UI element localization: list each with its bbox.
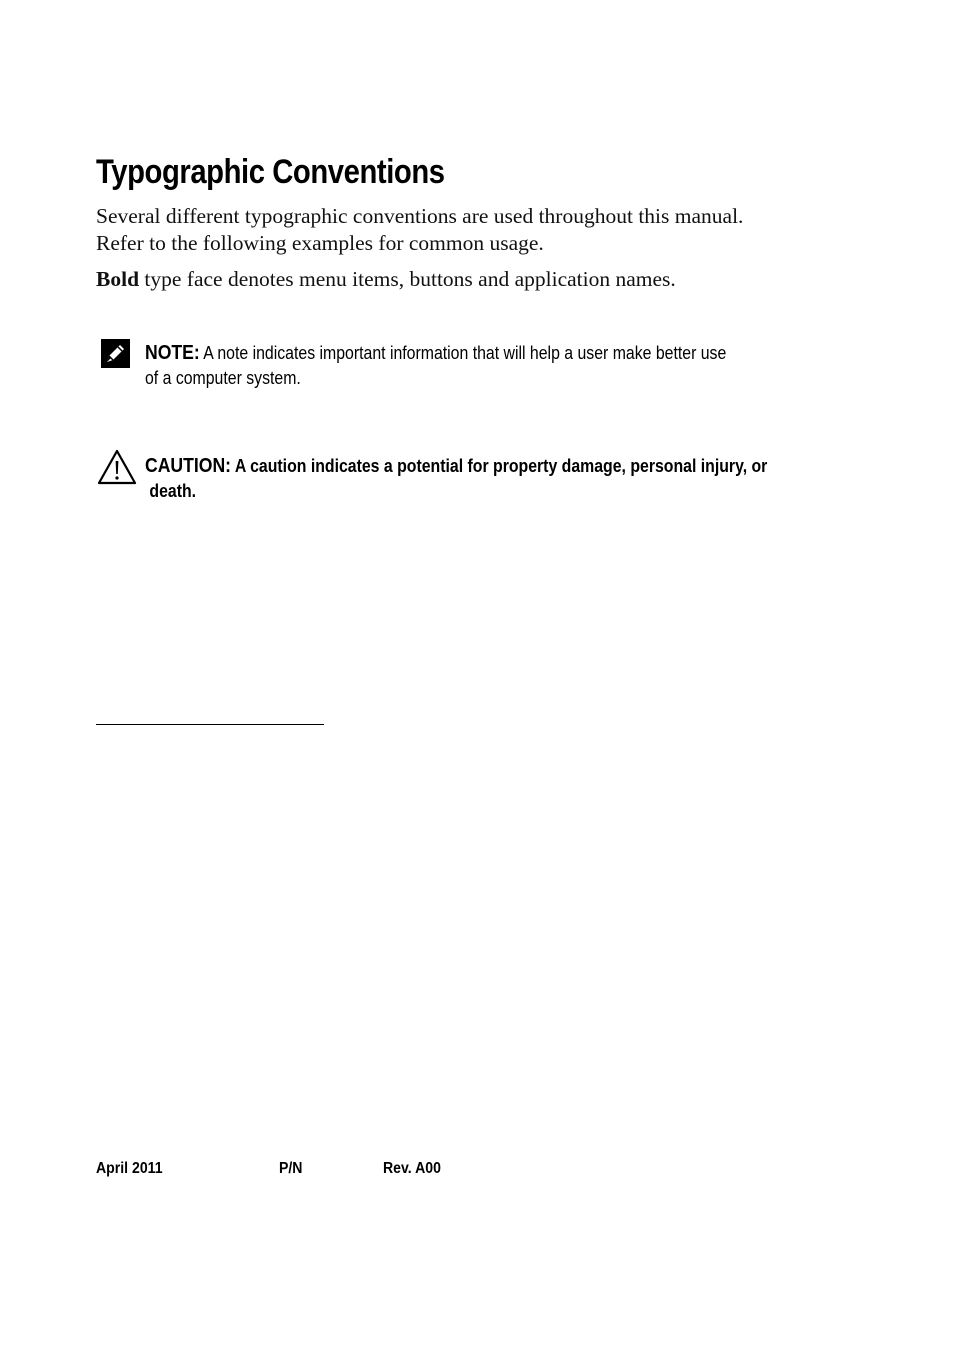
note-text-line-1: A note indicates important information that will help a user make better use	[199, 343, 727, 363]
caution-callout	[145, 454, 767, 504]
note-text-line-2: of a computer system.	[145, 368, 301, 388]
page-title: Typographic Conventions	[96, 153, 445, 191]
footer-date: April 2011	[96, 1160, 163, 1177]
warning-triangle-icon	[97, 449, 137, 485]
intro-line-2: Refer to the following examples for common usage.	[96, 231, 544, 255]
caution-text-line-1: A caution indicates a potential for property damage, personal injury, or	[231, 456, 768, 476]
bold-example-word: Bold	[96, 267, 140, 291]
intro-line-1: Several different typographic conventions are used throughout this manual.	[96, 204, 744, 228]
note-callout	[145, 341, 726, 391]
footer-part-number-label: P/N	[279, 1160, 303, 1177]
bold-example-paragraph	[96, 266, 676, 293]
caution-label: CAUTION:	[145, 455, 232, 477]
footer-revision: Rev. A00	[383, 1160, 441, 1177]
divider-rule	[96, 724, 324, 725]
note-pencil-icon	[101, 339, 130, 368]
intro-paragraph	[96, 203, 856, 257]
caution-text-line-2: death.	[149, 481, 197, 501]
bold-example-text: type face denotes menu items, buttons and application names.	[139, 267, 676, 291]
note-label: NOTE:	[145, 342, 200, 364]
